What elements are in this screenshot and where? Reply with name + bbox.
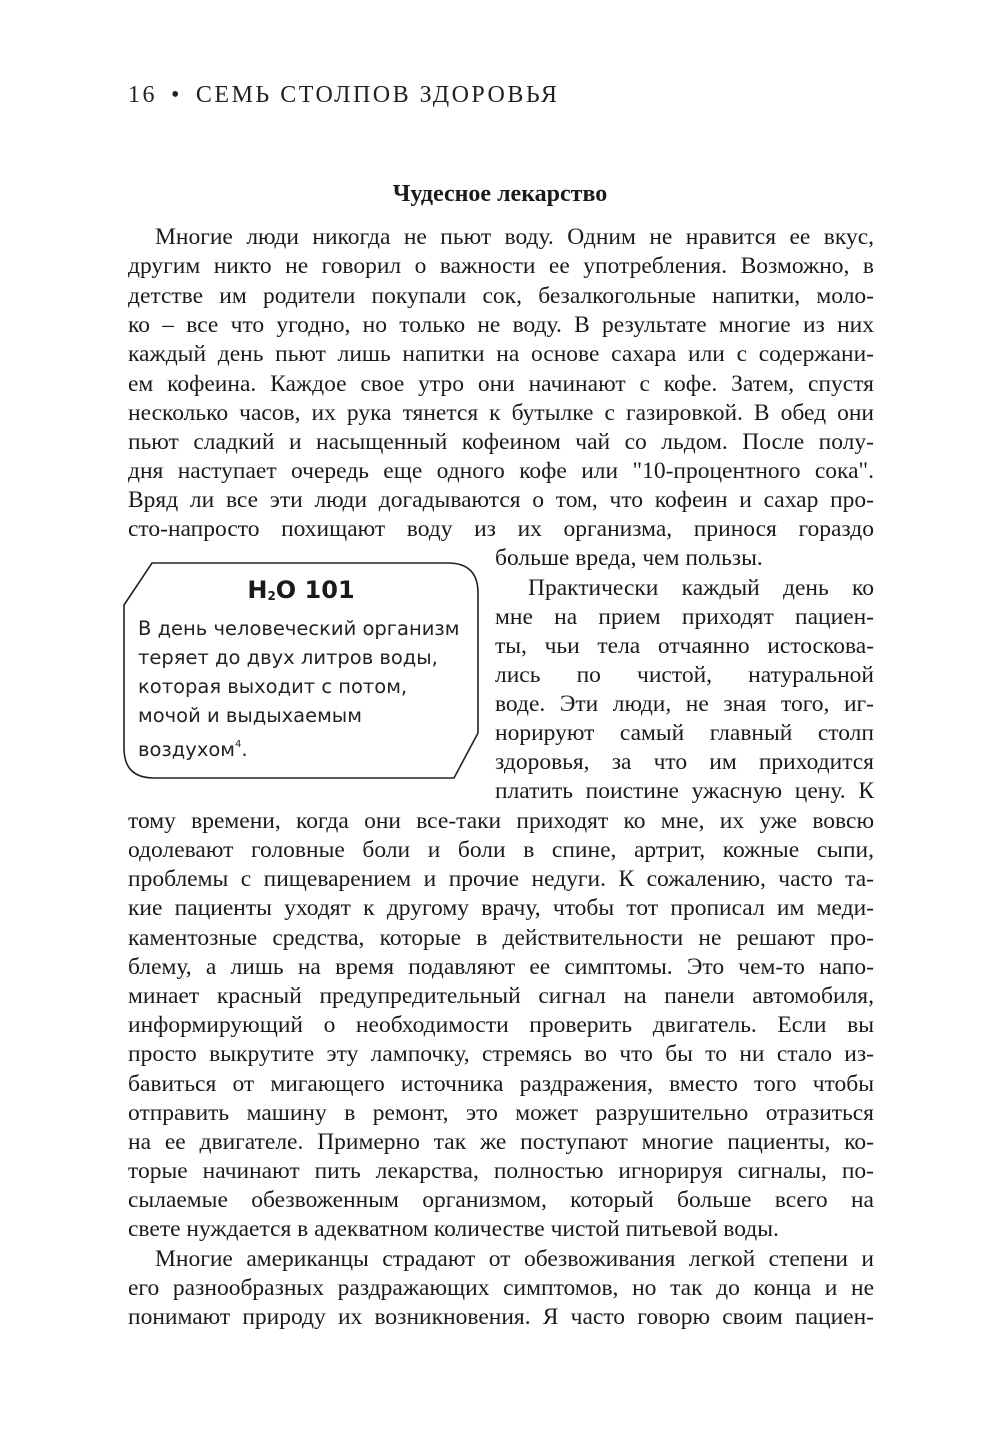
body-line: просто выкрутите эту лампочку, стремясь во что бы то ни стало из- xyxy=(128,1041,874,1067)
sidebar-box xyxy=(118,560,484,782)
body-line: лись по чистой, натуральной xyxy=(495,662,874,688)
sidebar-title: $H_2O$ 101 xyxy=(247,576,355,604)
body-line: Многие американцы страдают от обезвоживания легкой степени и xyxy=(155,1246,874,1272)
body-line: ты, чьи тела отчаянно истоскова- xyxy=(495,633,874,659)
body-line: Вряд ли все эти люди догадываются о том, что кофеин и сахар про- xyxy=(128,487,874,513)
body-line: Практически каждый день ко xyxy=(528,575,874,601)
body-line: детстве им родители покупали сок, безалкогольные напитки, моло- xyxy=(128,283,874,309)
body-line: Многие люди никогда не пьют воду. Одним не нравится ее вкус, xyxy=(155,224,874,250)
book-title: СЕМЬ СТОЛПОВ ЗДОРОВЬЯ xyxy=(195,82,560,108)
body-line: понимают природу их возникновения. Я часто говорю своим пациен- xyxy=(128,1304,874,1330)
body-line: тому времени, когда они все-таки приходят ко мне, их уже вовсю xyxy=(128,808,874,834)
header-separator: • xyxy=(171,82,182,108)
sidebar-line: В день человеческий организм xyxy=(138,617,460,640)
body-line: минает красный предупредительный сигнал на панели автомобиля, xyxy=(128,983,874,1009)
body-line: торые начинают пить лекарства, полностью игнорируя сигналы, по- xyxy=(128,1158,874,1184)
body-line: на ее двигателе. Примерно так же поступают многие пациенты, ко- xyxy=(128,1129,874,1155)
body-line: здоровья, за что им приходится xyxy=(495,749,874,775)
body-line: кие пациенты уходят к другому врачу, чтобы тот прописал им меди- xyxy=(128,895,874,921)
body-line: информирующий о необходимости проверить двигатель. Если вы xyxy=(128,1012,874,1038)
section-title: Чудесное лекарство xyxy=(392,181,608,207)
running-head xyxy=(128,82,559,109)
sidebar-line: которая выходит с потом, xyxy=(138,675,408,698)
page-number: 16 xyxy=(128,82,157,108)
body-line: каждый день пьют лишь напитки на основе сахара или с содержани- xyxy=(128,341,874,367)
body-line: другим никто не говорил о важности ее употребления. Возможно, в xyxy=(128,253,874,279)
body-line: воде. Эти люди, не зная того, иг- xyxy=(495,691,874,717)
sidebar-line: теряет до двух литров воды, xyxy=(138,646,438,669)
body-line: мне на прием приходят пациен- xyxy=(495,604,874,630)
body-line: норируют самый главный столп xyxy=(495,720,874,746)
body-line: ем кофеина. Каждое свое утро они начинают с кофе. Затем, спустя xyxy=(128,371,874,397)
footnote-ref: 4 xyxy=(235,739,242,750)
body-line: его разнообразных раздражающих симптомов, но так до конца и не xyxy=(128,1275,874,1301)
body-line: проблемы с пищеварением и прочие недуги. К сожалению, часто та- xyxy=(128,866,874,892)
body-line: платить поистине ужасную цену. К xyxy=(495,778,874,804)
body-line: сылаемые обезвоженным организмом, который больше всего на xyxy=(128,1187,874,1213)
body-line: сто-напросто похищают воду из их организма, принося гораздо xyxy=(128,516,874,542)
body-line: ко – все что угодно, но только не воду. В результате многие из них xyxy=(128,312,874,338)
body-line: бавиться от мигающего источника раздражения, вместо того чтобы xyxy=(128,1071,874,1097)
body-line: блему, а лишь на время подавляют ее симптомы. Это чем-то напо- xyxy=(128,954,874,980)
body-line: отправить машину в ремонт, это может разрушительно отразиться xyxy=(128,1100,874,1126)
body-line: больше вреда, чем пользы. xyxy=(495,545,763,571)
body-line: несколько часов, их рука тянется к бутылке с газировкой. В обед они xyxy=(128,400,874,426)
body-line: каментозные средства, которые в действительности не решают про- xyxy=(128,925,874,951)
body-line: пьют сладкий и насыщенный кофеином чай со льдом. После полу- xyxy=(128,429,874,455)
body-line: свете нуждается в адекватном количестве чистой питьевой воды. xyxy=(128,1216,779,1242)
body-line: одолевают головные боли и боли в спине, артрит, кожные сыпи, xyxy=(128,837,874,863)
sidebar-line: мочой и выдыхаемым xyxy=(138,704,362,727)
body-line: дня наступает очередь еще одного кофе или "10-процентного сока". xyxy=(128,458,874,484)
sidebar-line: воздухом$^4$. xyxy=(138,738,248,761)
